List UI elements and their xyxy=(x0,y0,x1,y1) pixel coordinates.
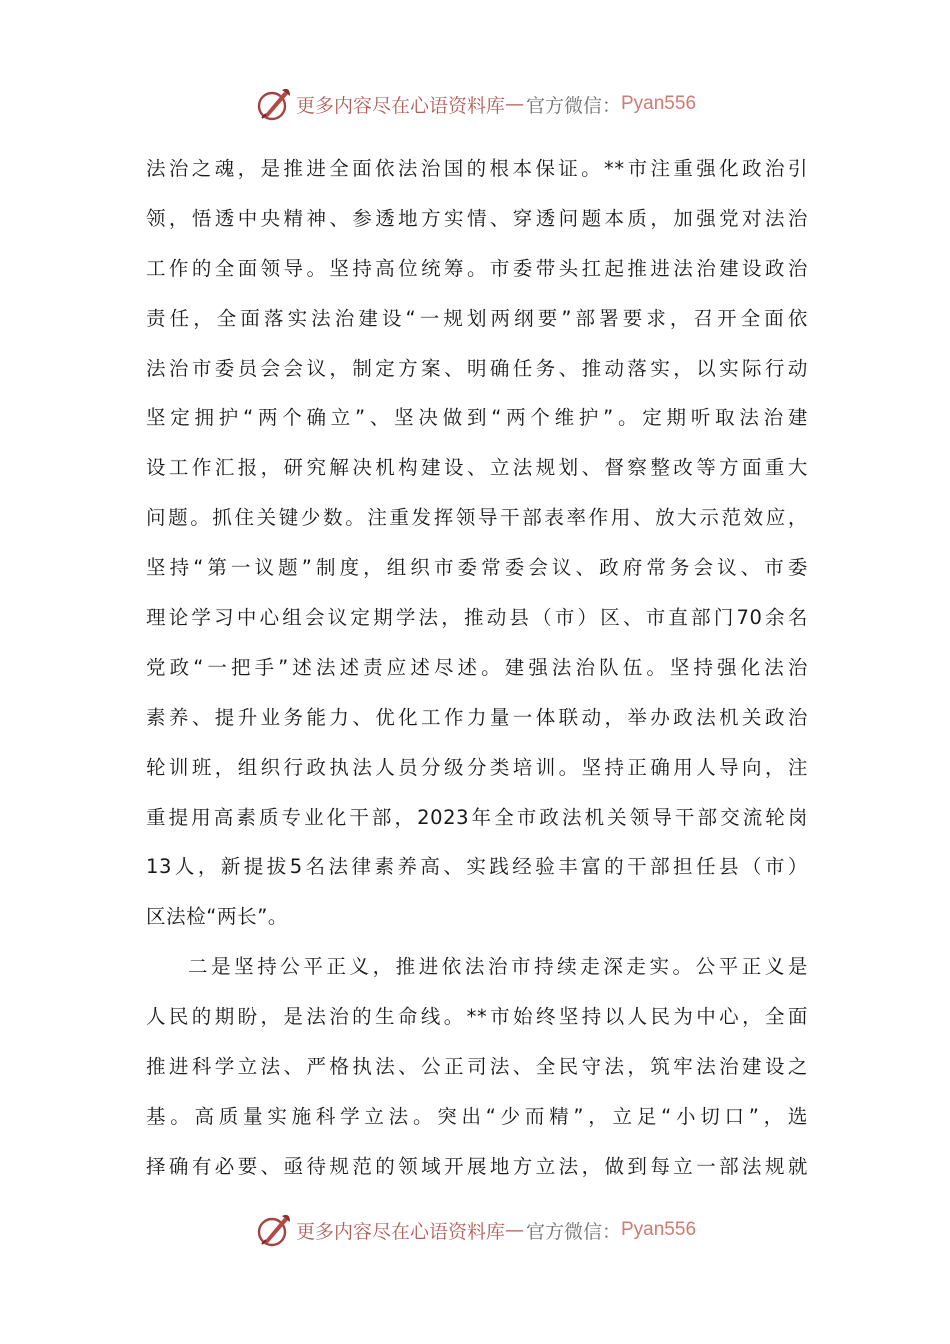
body-line: 责任，全面落实法治建设“一规划两纲要”部署要求，召开全面依 xyxy=(146,306,808,330)
brand-dash: — xyxy=(504,1219,524,1241)
wechat-label: 官方微信： xyxy=(525,94,621,117)
body-line: 坚定拥护“两个确立”、坚决做到“两个维护”。定期听取法治建 xyxy=(146,406,808,430)
body-line: 素养、提升业务能力、优化工作力量一体联动，举办政法机关政治 xyxy=(146,705,808,729)
wechat-id: Pyan556 xyxy=(621,1219,697,1240)
body-line: 基。高质量实施科学立法。突出“少而精”，立足“小切口”，选 xyxy=(146,1104,808,1128)
body-line: 推进科学立法、严格执法、公正司法、全民守法，筑牢法治建设之 xyxy=(146,1055,808,1079)
body-line: 人民的期盼，是法治的生命线。**市始终坚持以人民为中心，全面 xyxy=(146,1005,808,1029)
body-line: 区法检“两长”。 xyxy=(146,905,289,929)
body-line: 坚持“第一议题”制度，组织市委常委会议、政府常务会议、市委 xyxy=(146,556,808,580)
footer-watermark-banner xyxy=(0,1210,950,1250)
header-watermark-banner xyxy=(0,84,950,124)
brand-dash: — xyxy=(504,93,524,115)
quill-logo-icon xyxy=(254,84,294,124)
wechat-id: Pyan556 xyxy=(621,93,697,114)
body-line: 二是坚持公平正义，推进依法治市持续走深走实。公平正义是 xyxy=(188,955,808,979)
body-line: 法治之魂，是推进全面依法治国的根本保证。**市注重强化政治引 xyxy=(146,157,808,180)
body-line: 设工作汇报，研究解决机构建设、立法规划、督察整改等方面重大 xyxy=(146,456,808,480)
body-line: 党政“一把手”述法述责应述尽述。建强法治队伍。坚持强化法治 xyxy=(146,655,808,679)
body-line: 法治市委员会会议，制定方案、明确任务、推动落实，以实际行动 xyxy=(146,356,808,380)
document-body xyxy=(146,144,808,1192)
brand-text: 更多内容尽在心语资料库 xyxy=(295,94,505,117)
body-line: 工作的全面领导。坚持高位统筹。市委带头扛起推进法治建设政治 xyxy=(146,256,808,280)
body-line: 理论学习中心组会议定期学法，推动县（市）区、市直部门70余名 xyxy=(146,606,808,630)
wechat-label: 官方微信： xyxy=(525,1220,621,1243)
body-line: 问题。抓住关键少数。注重发挥领导干部表率作用、放大示范效应， xyxy=(146,506,808,530)
quill-logo-icon xyxy=(254,1210,294,1250)
body-line: 重提用高素质专业化干部，2023年全市政法机关领导干部交流轮岗 xyxy=(146,805,808,829)
brand-text: 更多内容尽在心语资料库 xyxy=(295,1220,505,1243)
body-line: 13人，新提拔5名法律素养高、实践经验丰富的干部担任县（市） xyxy=(146,855,808,879)
body-line: 领，悟透中央精神、参透地方实情、穿透问题本质，加强党对法治 xyxy=(146,206,808,230)
body-line: 轮训班，组织行政执法人员分级分类培训。坚持正确用人导向，注 xyxy=(146,755,808,779)
body-line: 择确有必要、亟待规范的领域开展地方立法，做到每立一部法规就 xyxy=(146,1154,808,1178)
